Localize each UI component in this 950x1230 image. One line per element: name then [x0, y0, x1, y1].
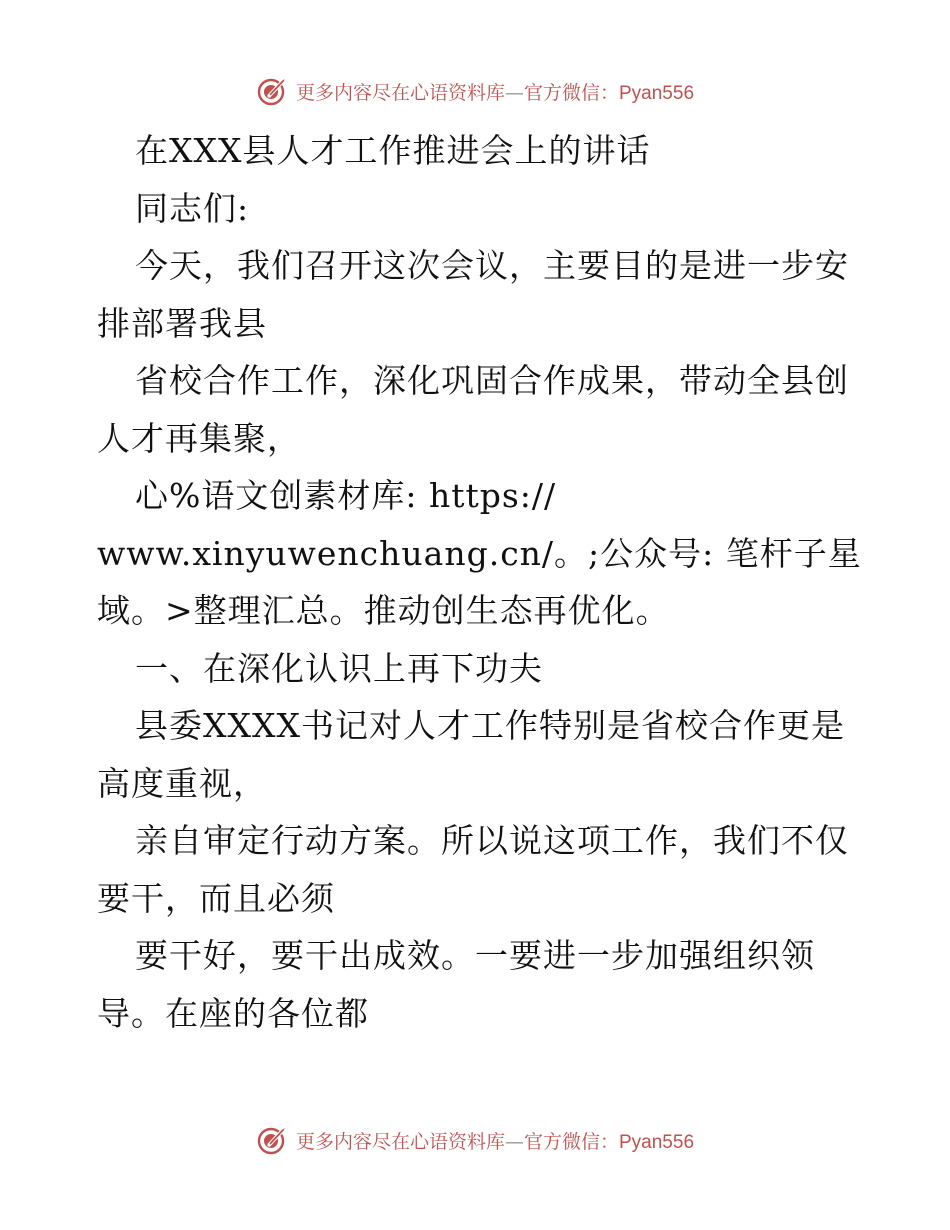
paragraph-line: www.xinyuwenchuang.cn/。;公众号: 笔杆子星	[97, 533, 862, 573]
paragraph-line: 省校合作工作，深化巩固合作成果，带动全县创	[135, 361, 849, 400]
paragraph-line: 要干，而且必须	[97, 878, 335, 918]
paragraph-line: 人才再集聚，	[97, 418, 301, 458]
paragraph-line: 今天，我们召开这次会议，主要目的是进一步安	[135, 246, 849, 285]
paragraph-line: 导。在座的各位都	[97, 993, 369, 1033]
watermark-text: 更多内容尽在心语资料库	[295, 1130, 505, 1153]
paragraph-line: 排部署我县	[97, 303, 267, 343]
paragraph-line: 亲自审定行动方案。所以说这项工作，我们不仅	[135, 821, 849, 860]
speech-title: 在XXX县人才工作推进会上的讲话	[135, 131, 651, 170]
watermark-separator: —	[504, 1130, 524, 1153]
document-body	[97, 122, 867, 1042]
paragraph-line: 心%语文创素材库: https://	[135, 476, 557, 515]
paragraph-line: 县委XXXX书记对人才工作特别是省校合作更是	[135, 706, 845, 745]
header-watermark	[0, 71, 950, 111]
paragraph-line: 域。>整理汇总。推动创生态再优化。	[97, 591, 670, 630]
watermark-text: 更多内容尽在心语资料库	[295, 81, 505, 104]
salutation: 同志们:	[135, 188, 250, 228]
footer-watermark	[0, 1120, 950, 1160]
pen-nib-logo-icon	[256, 1123, 290, 1157]
watermark-label: 官方微信：	[523, 1130, 619, 1153]
watermark-id: Pyan556	[619, 1131, 695, 1153]
paragraph-line: 高度重视，	[97, 763, 267, 803]
watermark-label: 官方微信：	[523, 81, 619, 104]
section-heading: 一、在深化认识上再下功夫	[135, 648, 543, 688]
pen-nib-logo-icon	[256, 74, 290, 108]
paragraph-line: 要干好，要干出成效。一要进一步加强组织领	[135, 936, 815, 975]
watermark-id: Pyan556	[619, 82, 695, 104]
watermark-separator: —	[504, 81, 524, 104]
